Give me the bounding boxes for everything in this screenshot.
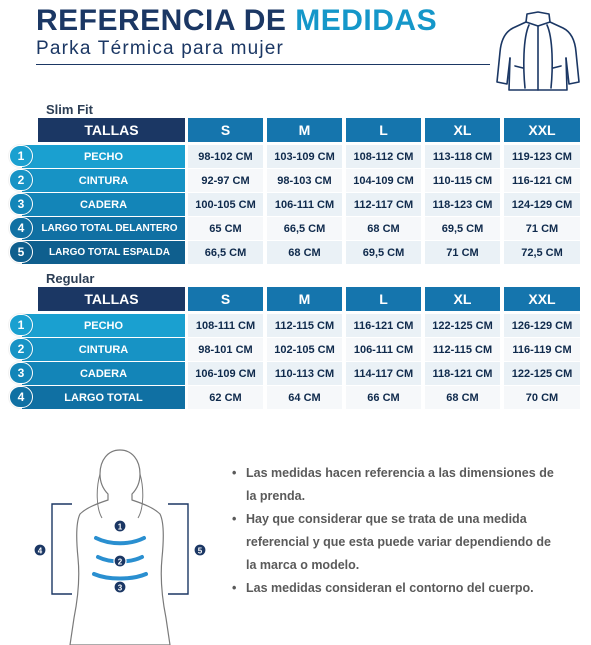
table-cell: 62 CM — [188, 386, 263, 409]
slim-size-xxl: XXL — [504, 118, 580, 142]
slim-row-number: 3 — [9, 193, 33, 215]
table-cell: 66,5 CM — [267, 217, 342, 240]
table-cell: 116-119 CM — [504, 338, 580, 361]
marker-3: 3 — [117, 583, 123, 593]
body-measurement-figure — [30, 448, 210, 645]
regular-row-number: 4 — [9, 386, 33, 408]
marker-4: 4 — [37, 546, 43, 556]
notes-list — [232, 462, 562, 600]
slim-fit-label: Slim Fit — [46, 102, 93, 117]
slim-row-number: 2 — [9, 169, 33, 191]
table-cell: 108-111 CM — [188, 314, 263, 337]
slim-row-label-largo-espalda: LARGO TOTAL ESPALDA — [22, 241, 185, 264]
table-cell: 103-109 CM — [267, 145, 342, 168]
table-cell: 110-113 CM — [267, 362, 342, 385]
marker-1: 1 — [117, 522, 123, 532]
regular-row-number: 2 — [9, 338, 33, 360]
table-cell: 116-121 CM — [346, 314, 421, 337]
table-cell: 104-109 CM — [346, 169, 421, 192]
table-cell: 108-112 CM — [346, 145, 421, 168]
table-cell: 98-103 CM — [267, 169, 342, 192]
slim-tallas-header: TALLAS — [38, 118, 185, 142]
table-cell: 68 CM — [346, 217, 421, 240]
table-cell: 65 CM — [188, 217, 263, 240]
note-item: • Las medidas hacen referencia a las dimensiones de la prenda. — [232, 462, 562, 508]
slim-size-l: L — [346, 118, 421, 142]
regular-row-label-cadera: CADERA — [22, 362, 185, 385]
header-divider — [36, 64, 490, 65]
note-item: • Las medidas consideran el contorno del cuerpo. — [232, 577, 562, 600]
table-cell: 126-129 CM — [504, 314, 580, 337]
slim-row-number: 1 — [9, 145, 33, 167]
table-cell: 112-115 CM — [267, 314, 342, 337]
title-part-1: REFERENCIA DE — [36, 4, 287, 37]
slim-size-s: S — [188, 118, 263, 142]
table-cell: 106-111 CM — [346, 338, 421, 361]
title-part-2: MEDIDAS — [295, 4, 438, 37]
body-silhouette — [70, 450, 170, 645]
slim-size-m: M — [267, 118, 342, 142]
table-cell: 69,5 CM — [425, 217, 500, 240]
slim-row-label-largo-delantero: LARGO TOTAL DELANTERO — [22, 217, 185, 240]
table-cell: 116-121 CM — [504, 169, 580, 192]
table-cell: 118-123 CM — [425, 193, 500, 216]
table-cell: 112-115 CM — [425, 338, 500, 361]
table-cell: 122-125 CM — [425, 314, 500, 337]
table-cell: 106-109 CM — [188, 362, 263, 385]
table-cell: 66 CM — [346, 386, 421, 409]
regular-row-number: 1 — [9, 314, 33, 336]
table-cell: 114-117 CM — [346, 362, 421, 385]
table-cell: 124-129 CM — [504, 193, 580, 216]
table-cell: 98-101 CM — [188, 338, 263, 361]
table-cell: 110-115 CM — [425, 169, 500, 192]
table-cell: 112-117 CM — [346, 193, 421, 216]
regular-row-label-largo-total: LARGO TOTAL — [22, 386, 185, 409]
regular-tallas-header: TALLAS — [38, 287, 185, 311]
slim-row-number: 4 — [9, 217, 33, 239]
slim-size-xl: XL — [425, 118, 500, 142]
slim-row-label-cintura: CINTURA — [22, 169, 185, 192]
regular-row-number: 3 — [9, 362, 33, 384]
table-cell: 102-105 CM — [267, 338, 342, 361]
regular-row-label-pecho: PECHO — [22, 314, 185, 337]
jacket-icon — [493, 8, 583, 96]
regular-row-label-cintura: CINTURA — [22, 338, 185, 361]
regular-size-xl: XL — [425, 287, 500, 311]
slim-row-number: 5 — [9, 241, 33, 263]
table-cell: 72,5 CM — [504, 241, 580, 264]
table-cell: 71 CM — [425, 241, 500, 264]
slim-row-label-pecho: PECHO — [22, 145, 185, 168]
note-item: • Hay que considerar que se trata de una medida referencial y que esta puede variar dependiendo de la marca o modelo. — [232, 508, 562, 577]
table-cell: 100-105 CM — [188, 193, 263, 216]
table-cell: 70 CM — [504, 386, 580, 409]
table-cell: 68 CM — [267, 241, 342, 264]
page-subtitle: Parka Térmica para mujer — [36, 38, 285, 59]
marker-2: 2 — [117, 557, 123, 567]
regular-size-l: L — [346, 287, 421, 311]
table-cell: 71 CM — [504, 217, 580, 240]
regular-size-s: S — [188, 287, 263, 311]
table-cell: 69,5 CM — [346, 241, 421, 264]
regular-size-xxl: XXL — [504, 287, 580, 311]
table-cell: 118-121 CM — [425, 362, 500, 385]
page-title — [36, 4, 437, 38]
marker-5: 5 — [197, 546, 203, 556]
table-cell: 66,5 CM — [188, 241, 263, 264]
table-cell: 98-102 CM — [188, 145, 263, 168]
table-cell: 92-97 CM — [188, 169, 263, 192]
table-cell: 113-118 CM — [425, 145, 500, 168]
table-cell: 119-123 CM — [504, 145, 580, 168]
regular-size-m: M — [267, 287, 342, 311]
table-cell: 122-125 CM — [504, 362, 580, 385]
regular-label: Regular — [46, 271, 95, 286]
table-cell: 68 CM — [425, 386, 500, 409]
slim-row-label-cadera: CADERA — [22, 193, 185, 216]
table-cell: 64 CM — [267, 386, 342, 409]
table-cell: 106-111 CM — [267, 193, 342, 216]
